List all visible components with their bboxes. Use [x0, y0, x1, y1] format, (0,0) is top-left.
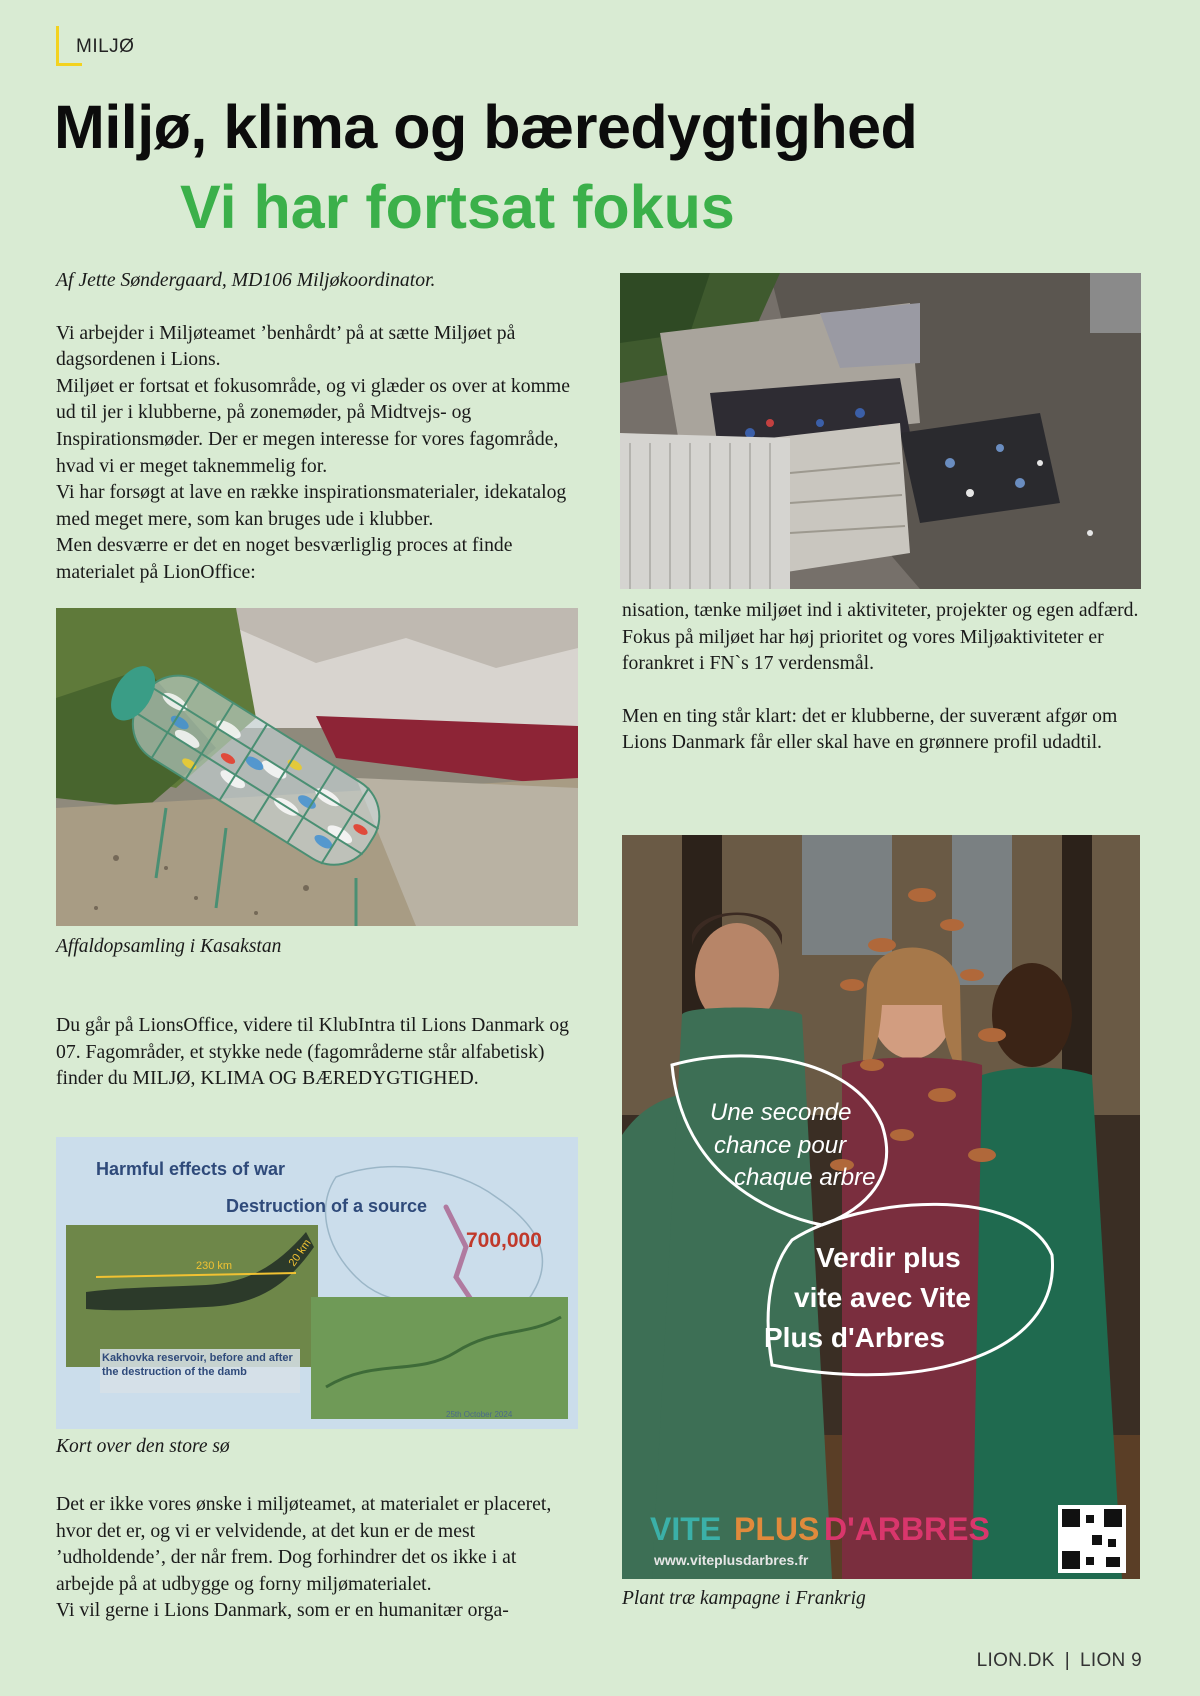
- slide-distance-short: 20 km: [286, 1237, 314, 1269]
- right-column-text: [622, 597, 1144, 756]
- intro-paragraph-4: Men desværre er det en noget besværliglig proces at finde materialet på LionOffice:: [56, 534, 513, 583]
- intro-paragraph-1: Vi arbejder i Miljøteamet ’benhårdt’ på at sætte Miljøet på dagsordenen i Lions.: [56, 321, 516, 371]
- photo-garbage-site: [620, 273, 1141, 589]
- poster-line-2: chance pour: [714, 1132, 847, 1159]
- poster-line-3: chaque arbre: [734, 1164, 876, 1191]
- caption-tree-campaign: Plant træ kampagne i Frankrig: [622, 1588, 866, 1609]
- lionsoffice-text: [56, 1012, 578, 1092]
- poster-line-6: Plus d'Arbres: [764, 1322, 945, 1353]
- caption-war-slide: Kort over den store sø: [56, 1436, 230, 1457]
- bottom-text: [56, 1491, 578, 1624]
- right-paragraph-3: Men en ting står klart: det er klubberne, der suverænt afgør om Lions Danmark får eller skal have en grønnere profil udadtil.: [622, 704, 1118, 754]
- page-title: Miljø, klima og bæredygtighed: [54, 93, 918, 161]
- photo-tree-campaign-poster: [622, 835, 1140, 1579]
- intro-paragraph-2: Miljøet er fortsat et fokusområde, og vi glæder os over at komme ud til jer i klubberne, på zonemøder, på Midtvejs- og Inspirationsmøder. Der er megen interesse for vores fagområde, hvad vi er meget taknemmelig for.: [56, 374, 570, 477]
- poster-brand-darbres: D'ARBRES: [824, 1511, 990, 1547]
- poster-brand-vite: VITE: [650, 1511, 722, 1547]
- bottom-paragraph-2: Vi vil gerne i Lions Danmark, som er en humanitær orga-: [56, 1599, 509, 1622]
- footer-page-number: LION 9: [1080, 1650, 1142, 1671]
- slide-distance-long: 230 km: [196, 1260, 233, 1272]
- byline: Af Jette Søndergaard, MD106 Miljøkoordinator.: [56, 269, 436, 291]
- poster-line-4: Verdir plus: [816, 1242, 961, 1273]
- section-label: MILJØ: [76, 36, 135, 57]
- right-paragraph-1: nisation, tænke miljøet ind i aktiviteter, projekter og egen adfærd.: [622, 599, 1139, 621]
- slide-number: 700,000: [466, 1229, 542, 1252]
- intro-paragraph-3: Vi har forsøgt at lave en række inspirationsmaterialer, idekatalog med meget mere, som kan bruges ude i klubber.: [56, 481, 567, 530]
- poster-line-5: vite avec Vite: [794, 1282, 971, 1313]
- right-paragraph-2: Fokus på miljøet har høj prioritet og vores Miljøaktiviteter er forankret i FN`s 17 verdensmål.: [622, 625, 1104, 675]
- photo-bottle-collector: [56, 608, 578, 926]
- slide-caption: Kakhovka reservoir, before and after the destruction of the damb: [102, 1352, 293, 1378]
- poster-url: www.viteplusdarbres.fr: [654, 1552, 809, 1568]
- footer-site: LION.DK: [976, 1650, 1055, 1671]
- poster-brand-plus: PLUS: [734, 1511, 820, 1547]
- slide-subtitle: Destruction of a source: [226, 1196, 428, 1216]
- intro-text: [56, 267, 576, 586]
- bottom-paragraph: Det er ikke vores ønske i miljøteamet, at materialet er placeret, hvor det er, og vi er velvidende, at det kun er de mest ’udholdende’, der når frem. Dog forhindrer det os ikke i at arbejde på at udbygge og forny miljømaterialet.: [56, 1493, 552, 1595]
- photo-war-slide: [56, 1137, 578, 1429]
- poster-line-1: Une seconde: [710, 1099, 852, 1126]
- lionsoffice-paragraph: Du går på LionsOffice, videre til KlubIntra til Lions Danmark og 07. Fagområder, et stykke nede (fagområderne står alfabetisk) finder du MILJØ, KLIMA OG BÆREDYGTIGHED.: [56, 1014, 570, 1090]
- slide-date: 25th October 2024: [446, 1410, 513, 1419]
- slide-title: Harmful effects of war: [96, 1159, 286, 1179]
- caption-bottle-collector: Affaldopsamling i Kasakstan: [56, 936, 282, 957]
- qr-code-icon: [1058, 1505, 1126, 1573]
- page-footer: [977, 1650, 1142, 1672]
- footer-separator: |: [1064, 1650, 1070, 1671]
- page-subtitle: Vi har fortsat fokus: [180, 173, 735, 241]
